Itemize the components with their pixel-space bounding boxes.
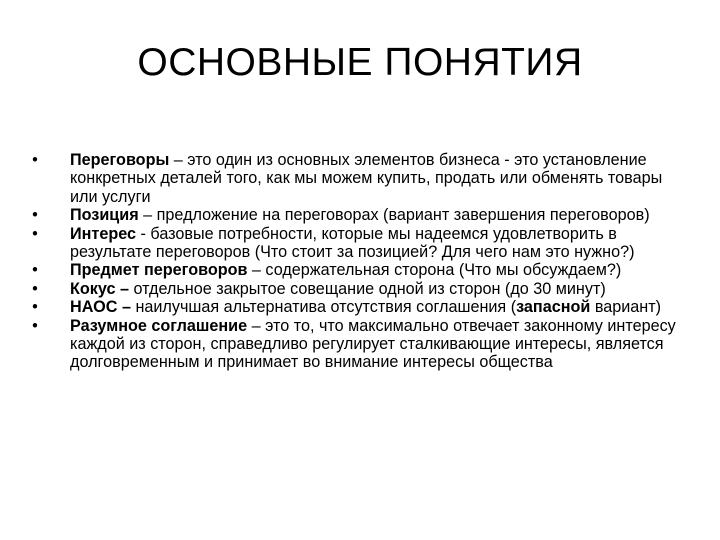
term-definition: – это то, что максимально отвечает законному интересу каждой из сторон, справедливо регулирует сталкивающие интересы, является долговременным и принимает во внимание интересы общества: [70, 316, 676, 372]
list-item: [28, 225, 678, 262]
terms-list: [28, 151, 678, 372]
term-name: Кокус –: [70, 279, 129, 298]
bullet-icon: •: [32, 261, 38, 280]
term-name: Интерес: [70, 224, 137, 243]
list-item: [28, 298, 678, 316]
bullet-icon: •: [32, 151, 38, 169]
list-item: [28, 317, 678, 372]
term-name: Разумное соглашение: [70, 316, 248, 335]
list-item: [28, 280, 678, 298]
term-name: Переговоры: [70, 151, 170, 169]
term-definition-tail: вариант): [590, 298, 662, 317]
bullet-icon: •: [32, 206, 38, 225]
term-name: НАОС –: [70, 298, 131, 317]
term-definition: – это один из основных элементов бизнеса - это установление конкретных деталей того, как мы можем купить, продать или обменять товары или услуги: [70, 151, 663, 206]
term-name: Позиция: [70, 206, 139, 225]
term-definition: отдельное закрытое совещание одной из сторон (до 30 минут): [128, 279, 606, 298]
list-item: [28, 151, 678, 206]
bullet-icon: •: [32, 298, 38, 317]
bullet-icon: •: [32, 316, 38, 335]
bullet-icon: •: [32, 279, 38, 298]
bullet-icon: •: [32, 224, 38, 243]
term-definition: - базовые потребности, которые мы надеемся удовлетворить в результате переговоров (Что стоит за позицией? Для чего нам это нужно?): [70, 224, 635, 262]
term-definition: [131, 298, 661, 316]
term-definition-highlight: запасной: [516, 298, 591, 317]
list-item: [28, 206, 678, 224]
term-definition: – предложение на переговорах (вариант завершения переговоров): [138, 206, 650, 225]
term-definition-text: наилучшая альтернатива отсутствия соглашения (: [130, 298, 517, 317]
list-item: [28, 261, 678, 279]
term-definition: – содержательная сторона (Что мы обсуждаем?): [247, 261, 622, 280]
term-name: Предмет переговоров: [70, 261, 248, 280]
slide-title: ОСНОВНЫЕ ПОНЯТИЯ: [137, 41, 583, 84]
